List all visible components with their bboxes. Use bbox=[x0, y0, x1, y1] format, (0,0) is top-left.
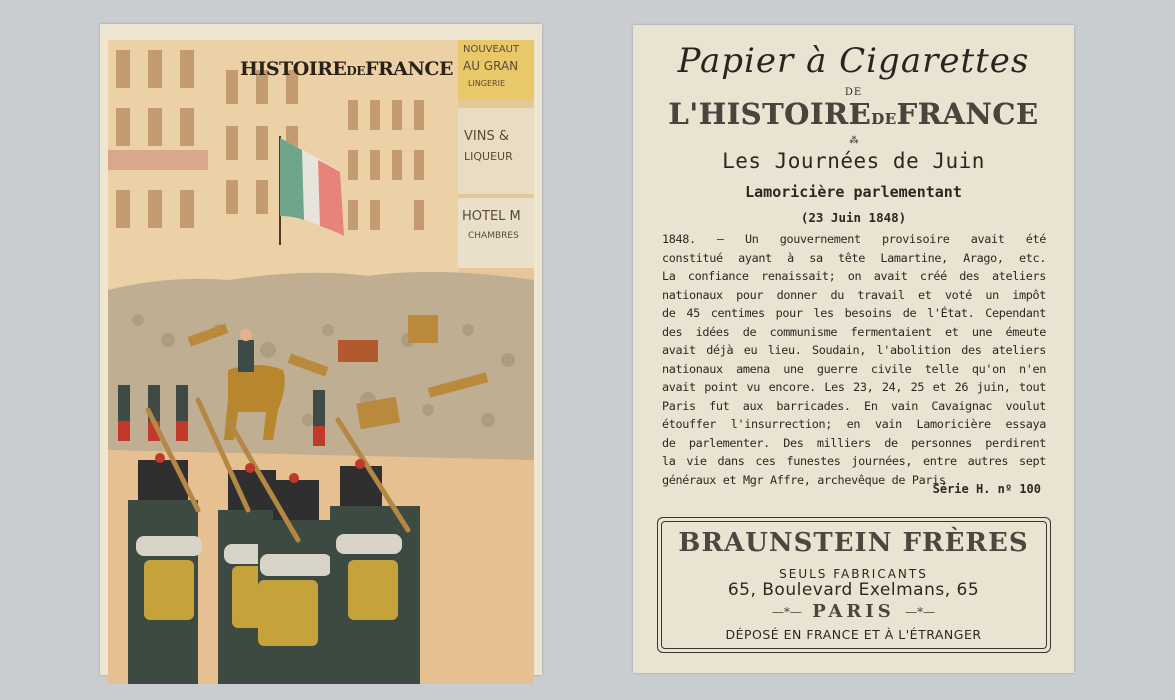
sign-vins: VINS & bbox=[464, 129, 509, 144]
sign-hotel: HOTEL M bbox=[462, 209, 521, 224]
front-title bbox=[240, 58, 453, 80]
company-address: 65, Boulevard Exelmans, 65 bbox=[727, 580, 980, 600]
body-line: nationaux amena une guerre civile telle qu'on n'en bbox=[662, 361, 1046, 376]
body-line: la vie dans ces funestes journées, entre autres sept bbox=[662, 454, 1046, 468]
back-title-histoire bbox=[633, 97, 1074, 131]
registered-notice: DÉPOSÉ EN FRANCE ET À L'ÉTRANGER bbox=[725, 627, 982, 642]
body-line: 1848. — Un gouvernement provisoire avait été bbox=[662, 232, 1046, 246]
company-city bbox=[633, 601, 1074, 622]
back-date: (23 Juin 1848) bbox=[800, 210, 907, 225]
body-line: nationaux pour donner du travail et voté un impôt bbox=[662, 287, 1046, 302]
ornament-icon: ⁂ bbox=[849, 136, 859, 146]
body-line: de 45 centimes pour les besoins de l'État. Cependant bbox=[662, 306, 1046, 320]
body-line: avait point vu encore. Les 23, 24, 25 et 26 juin, tout bbox=[662, 380, 1046, 394]
body-line: de parlementer. Des milliers de personnes perdirent bbox=[662, 435, 1046, 450]
sign-liqueur: LIQUEUR bbox=[464, 150, 513, 163]
sole-makers: SEULS FABRICANTS bbox=[779, 567, 928, 581]
back-title-histoire-a: L'HISTOIRE bbox=[668, 97, 872, 131]
barricade-illustration bbox=[108, 40, 534, 684]
company-name: BRAUNSTEIN FRÈRES bbox=[678, 528, 1029, 558]
body-line: des idées de communisme fermentaient et une émeute bbox=[662, 324, 1046, 339]
body-line: constitué ayant à sa tête Lamartine, Arago, etc. bbox=[662, 250, 1046, 265]
back-body-text bbox=[662, 230, 1046, 489]
front-title-france: FRANCE bbox=[364, 58, 453, 80]
ornament-icon: —*— bbox=[905, 605, 936, 619]
sign-nouveautes: NOUVEAUT bbox=[463, 44, 520, 55]
sign-chambres: CHAMBRES bbox=[468, 231, 519, 241]
sign-au-grand: AU GRAN bbox=[463, 59, 519, 73]
body-line: La confiance renaissait; on avait créé des ateliers bbox=[662, 269, 1046, 283]
ornament-icon: —*— bbox=[771, 605, 802, 619]
back-title-histoire-de: DE bbox=[871, 110, 897, 128]
body-line: Paris fut aux barricades. En vain Cavaignac voulut bbox=[662, 398, 1046, 413]
body-line: généraux et Mgr Affre, archevêque de Paris bbox=[662, 472, 946, 487]
front-title-histoire: HISTOIRE bbox=[240, 58, 347, 80]
back-title-papier: Papier à Cigarettes bbox=[677, 41, 1030, 81]
front-card bbox=[100, 24, 542, 675]
body-line: étouffer l'insurrection; en vain Lamoricière essaya bbox=[662, 417, 1046, 431]
back-title-de: DE bbox=[844, 87, 863, 98]
back-subheading: Lamoricière parlementant bbox=[745, 183, 962, 201]
company-city-text: PARIS bbox=[812, 601, 895, 622]
back-card bbox=[633, 25, 1074, 673]
body-line: avait déjà eu lieu. Soudain, l'abolition des ateliers bbox=[662, 343, 1046, 357]
back-heading: Les Journées de Juin bbox=[722, 149, 985, 173]
series-number: Série H. nº 100 bbox=[932, 482, 1041, 496]
sign-lingerie: LINGERIE bbox=[468, 79, 506, 88]
front-title-de: DE bbox=[346, 64, 365, 78]
back-title-histoire-b: FRANCE bbox=[896, 97, 1039, 131]
